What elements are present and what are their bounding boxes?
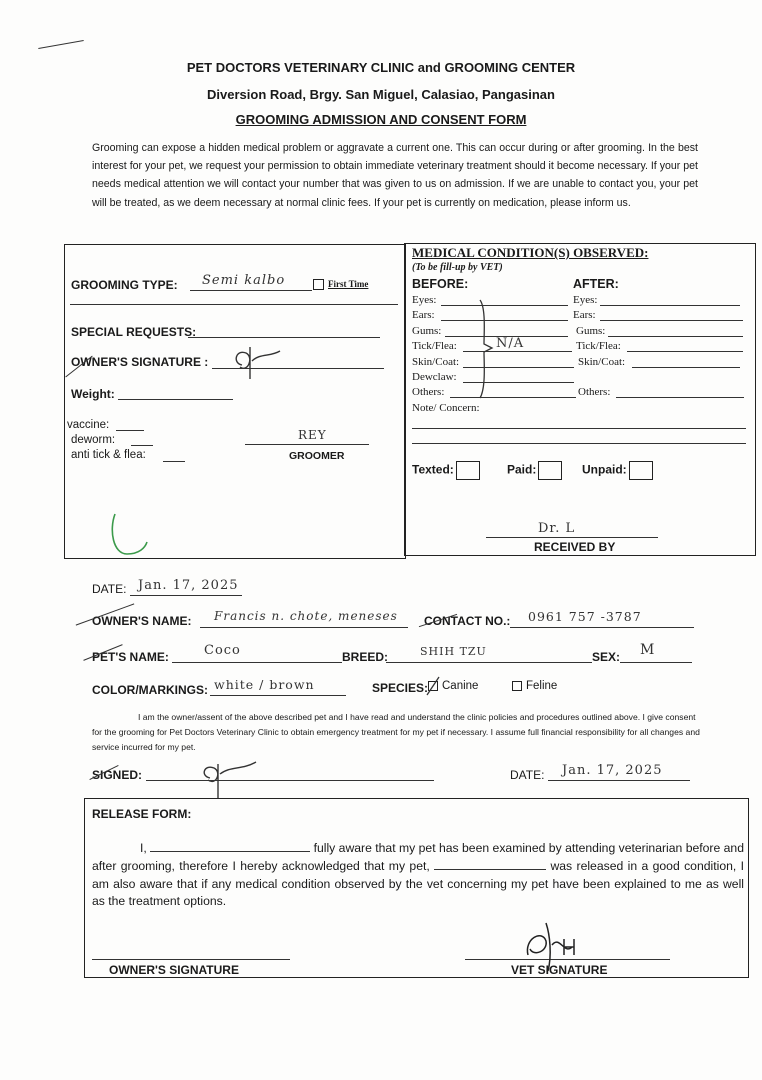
canine-check-mark xyxy=(425,675,441,697)
vaccine-label: vaccine: xyxy=(67,419,110,431)
signed-date-label: DATE: xyxy=(510,768,545,782)
na-value[interactable]: N/A xyxy=(496,336,525,351)
weight-label: Weight: xyxy=(71,387,115,401)
before-ears-line[interactable] xyxy=(441,320,568,321)
after-tickflea-line[interactable] xyxy=(627,351,743,352)
medical-title: MEDICAL CONDITION(S) OBSERVED: xyxy=(412,245,649,260)
special-requests-line[interactable] xyxy=(188,337,380,338)
note-line-1[interactable] xyxy=(412,428,746,429)
clinic-name: PET DOCTORS VETERINARY CLINIC and GROOMING CENTER xyxy=(186,60,576,75)
special-requests-label: SPECIAL REQUESTS: xyxy=(71,325,197,339)
consent-paragraph xyxy=(92,710,704,755)
after-eyes-line[interactable] xyxy=(600,305,740,306)
signed-signature-scribble xyxy=(196,760,266,800)
before-eyes-line[interactable] xyxy=(441,305,568,306)
consent-text: I am the owner/assent of the above described pet and I have read and understand the clinic policies and procedures outlined above. I give consent for the grooming for Pet Doctors Veterinary Clinic to obtain emergency treatment for my pet if necessary. I assume full financial responsibility for all changes and service incurred for my pet. xyxy=(92,712,700,752)
note-line-2[interactable] xyxy=(412,443,746,444)
after-label: AFTER: xyxy=(573,277,619,291)
first-time-label: First Time xyxy=(328,279,369,289)
pet-name-value[interactable]: Coco xyxy=(204,643,241,658)
feline-checkbox[interactable] xyxy=(512,681,522,691)
species-feline-option[interactable] xyxy=(512,680,557,692)
received-by-line xyxy=(486,537,658,538)
sex-label: SEX: xyxy=(592,650,621,664)
release-owner-sig-label: OWNER'S SIGNATURE xyxy=(109,963,239,977)
color-markings-value[interactable]: white / brown xyxy=(214,677,315,692)
contact-line xyxy=(510,627,694,628)
owner-signature-scribble xyxy=(230,343,290,381)
first-time-box[interactable] xyxy=(313,279,324,290)
release-paragraph xyxy=(92,840,744,911)
before-dewclaw-label: Dewclaw: xyxy=(412,371,457,383)
pet-name-line xyxy=(172,662,342,663)
grooming-type-label: GROOMING TYPE: xyxy=(71,278,178,292)
texted-checkbox[interactable] xyxy=(456,461,480,480)
weight-line[interactable] xyxy=(118,399,233,400)
before-skincoat-label: Skin/Coat: xyxy=(412,356,460,368)
breed-label: BREED: xyxy=(342,650,389,664)
after-gums-label: Gums: xyxy=(576,325,606,337)
received-by-label: RECEIVED BY xyxy=(534,540,616,554)
canine-label: Canine xyxy=(442,680,479,692)
after-others-label: Others: xyxy=(578,386,611,398)
unpaid-label: Unpaid: xyxy=(582,462,627,477)
vaccine-line[interactable] xyxy=(116,430,144,431)
release-vet-sig-label: VET SIGNATURE xyxy=(511,963,608,977)
contact-value[interactable]: 0961 757 -3787 xyxy=(528,609,642,624)
before-label: BEFORE: xyxy=(412,277,469,291)
release-text-2: fully aware that my pet has been examined by attending veterinarian before and after grooming, therefore I hereby acknowledged that my pet, xyxy=(92,841,744,873)
after-skincoat-label: Skin/Coat: xyxy=(578,356,626,368)
medical-subtitle: (To be fill-up by VET) xyxy=(412,262,503,273)
after-skincoat-line[interactable] xyxy=(632,367,740,368)
release-text-1: I, xyxy=(140,841,151,855)
received-by-value[interactable]: Dr. L xyxy=(538,521,576,536)
anti-tick-label: anti tick & flea: xyxy=(71,449,146,461)
green-check-mark xyxy=(105,510,153,558)
groomer-name-value[interactable]: REY xyxy=(298,428,327,442)
signed-date-value[interactable]: Jan. 17, 2025 xyxy=(562,763,663,778)
note-concern-label: Note/ Concern: xyxy=(412,402,480,414)
paid-field[interactable] xyxy=(507,461,562,480)
anti-tick-line[interactable] xyxy=(163,461,185,462)
signed-label: SIGNED: xyxy=(92,768,143,782)
paid-checkbox[interactable] xyxy=(538,461,562,480)
owner-name-label: OWNER'S NAME: xyxy=(92,614,192,628)
before-tickflea-label: Tick/Flea: xyxy=(412,340,457,352)
after-ears-line[interactable] xyxy=(600,320,743,321)
after-gums-line[interactable] xyxy=(608,336,743,337)
first-time-checkbox[interactable] xyxy=(313,279,368,290)
deworm-label: deworm: xyxy=(71,434,116,446)
clinic-address: Diversion Road, Brgy. San Miguel, Calasiao, Pangasinan xyxy=(207,87,555,102)
before-others-line[interactable] xyxy=(450,397,576,398)
paid-label: Paid: xyxy=(507,462,537,477)
release-pet-blank[interactable] xyxy=(434,858,546,870)
texted-label: Texted: xyxy=(412,462,454,477)
form-title: GROOMING ADMISSION AND CONSENT FORM xyxy=(235,112,527,127)
groomer-line xyxy=(245,444,369,445)
sex-value[interactable]: M xyxy=(640,642,656,658)
release-title: RELEASE FORM: xyxy=(92,807,192,821)
date-label: DATE: xyxy=(92,582,127,596)
release-text-3: was released in a good condition, I am also aware that if any medical condition observed by the vet concerning my pet have been explained to me as well as the treatment options. xyxy=(92,858,745,909)
after-tickflea-label: Tick/Flea: xyxy=(576,340,621,352)
after-ears-label: Ears: xyxy=(573,309,596,321)
intro-paragraph: Grooming can expose a hidden medical problem or aggravate a current one. This can occur during or after grooming. In the best interest for your pet, we request your permission to obtain immediate veterinary treatment should it become necessary. If your pet needs medical attention we will contact your number that was given to us on admission. If we are unable to contact you, your pet will be treated, as we deem necessary at normal clinic fees. If your pet is currently on medication, please inform us. xyxy=(92,142,698,209)
feline-label: Feline xyxy=(526,680,558,692)
groomer-label: GROOMER xyxy=(289,450,345,462)
contact-label: CONTACT NO.: xyxy=(424,614,511,628)
owner-signature-label: OWNER'S SIGNATURE : xyxy=(71,355,209,369)
before-eyes-label: Eyes: xyxy=(412,294,437,306)
grooming-extra-line xyxy=(70,304,398,305)
color-markings-line xyxy=(210,695,346,696)
na-bracket-mark xyxy=(474,298,494,402)
deworm-line[interactable] xyxy=(131,445,153,446)
date-value[interactable]: Jan. 17, 2025 xyxy=(138,578,239,593)
release-name-blank[interactable] xyxy=(150,840,310,852)
breed-line xyxy=(386,662,592,663)
owner-name-value[interactable]: Francis n. chote, meneses xyxy=(214,609,398,623)
release-owner-sig-line[interactable] xyxy=(92,959,290,960)
before-gums-label: Gums: xyxy=(412,325,442,337)
grooming-type-line xyxy=(190,290,312,291)
before-others-label: Others: xyxy=(412,386,445,398)
signed-line[interactable] xyxy=(146,780,434,781)
unpaid-checkbox[interactable] xyxy=(629,461,653,480)
before-ears-label: Ears: xyxy=(412,309,435,321)
date-line xyxy=(130,595,242,596)
signed-date-line xyxy=(548,780,690,781)
color-markings-label: COLOR/MARKINGS: xyxy=(92,683,208,697)
species-label: SPECIES: xyxy=(372,681,429,695)
texted-field[interactable] xyxy=(412,461,480,480)
corner-mark xyxy=(38,40,83,49)
pet-name-label: PET'S NAME: xyxy=(92,650,169,664)
sex-line xyxy=(620,662,692,663)
after-others-line[interactable] xyxy=(616,397,744,398)
breed-value[interactable]: SHIH TZU xyxy=(420,645,487,658)
after-eyes-label: Eyes: xyxy=(573,294,598,306)
unpaid-field[interactable] xyxy=(582,461,653,480)
grooming-type-value[interactable]: Semi kalbo xyxy=(202,273,286,288)
owner-name-line xyxy=(200,627,408,628)
